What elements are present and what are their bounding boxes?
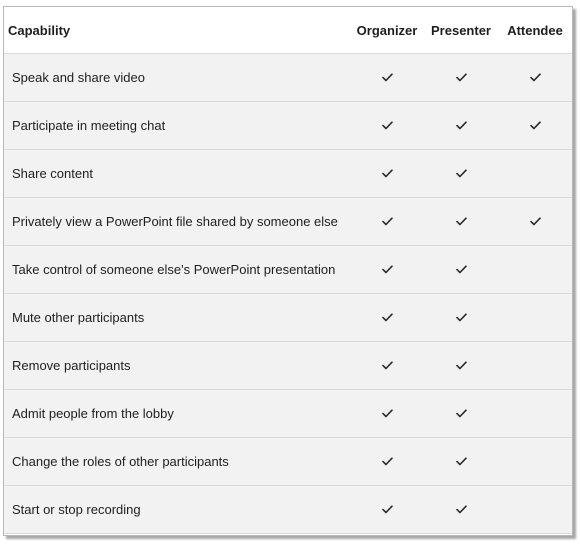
table-row <box>4 246 572 294</box>
presenter-cell <box>424 438 498 486</box>
capability-cell: Remove participants <box>4 342 350 390</box>
checkmark-icon <box>456 310 467 319</box>
checkmark-icon <box>456 214 467 223</box>
table-row <box>4 486 572 534</box>
attendee-cell <box>498 390 572 438</box>
table-body <box>4 54 572 534</box>
header-presenter: Presenter <box>424 7 498 54</box>
checkmark-icon <box>530 118 541 127</box>
organizer-cell <box>350 486 424 534</box>
organizer-cell <box>350 54 424 102</box>
capability-cell: Mute other participants <box>4 294 350 342</box>
capability-cell: Participate in meeting chat <box>4 102 350 150</box>
attendee-cell <box>498 438 572 486</box>
presenter-cell <box>424 246 498 294</box>
presenter-cell <box>424 102 498 150</box>
attendee-cell <box>498 102 572 150</box>
capability-cell: Share content <box>4 150 350 198</box>
table-row <box>4 438 572 486</box>
table-row <box>4 198 572 246</box>
table-row <box>4 102 572 150</box>
checkmark-icon <box>456 502 467 511</box>
checkmark-icon <box>382 406 393 415</box>
organizer-cell <box>350 438 424 486</box>
attendee-cell <box>498 54 572 102</box>
presenter-cell <box>424 54 498 102</box>
header-attendee: Attendee <box>498 7 572 54</box>
attendee-cell <box>498 486 572 534</box>
checkmark-icon <box>456 262 467 271</box>
checkmark-icon <box>456 406 467 415</box>
header-row <box>4 7 572 54</box>
capability-cell: Admit people from the lobby <box>4 390 350 438</box>
checkmark-icon <box>456 454 467 463</box>
organizer-cell <box>350 342 424 390</box>
checkmark-icon <box>530 70 541 79</box>
checkmark-icon <box>382 166 393 175</box>
checkmark-icon <box>456 70 467 79</box>
checkmark-icon <box>382 262 393 271</box>
checkmark-icon <box>456 166 467 175</box>
table-row <box>4 54 572 102</box>
header-organizer: Organizer <box>350 7 424 54</box>
presenter-cell <box>424 342 498 390</box>
checkmark-icon <box>382 454 393 463</box>
checkmark-icon <box>382 310 393 319</box>
capability-cell: Change the roles of other participants <box>4 438 350 486</box>
presenter-cell <box>424 486 498 534</box>
presenter-cell <box>424 198 498 246</box>
attendee-cell <box>498 198 572 246</box>
checkmark-icon <box>382 502 393 511</box>
organizer-cell <box>350 246 424 294</box>
checkmark-icon <box>382 358 393 367</box>
organizer-cell <box>350 294 424 342</box>
table-row <box>4 390 572 438</box>
presenter-cell <box>424 390 498 438</box>
capability-cell: Take control of someone else's PowerPoint presentation <box>4 246 350 294</box>
attendee-cell <box>498 150 572 198</box>
attendee-cell <box>498 342 572 390</box>
presenter-cell <box>424 294 498 342</box>
checkmark-icon <box>382 118 393 127</box>
capability-cell: Start or stop recording <box>4 486 350 534</box>
checkmark-icon <box>382 214 393 223</box>
header-capability: Capability <box>4 7 350 54</box>
organizer-cell <box>350 150 424 198</box>
capabilities-table-frame <box>3 6 573 536</box>
checkmark-icon <box>530 214 541 223</box>
capabilities-table <box>4 7 572 534</box>
organizer-cell <box>350 390 424 438</box>
organizer-cell <box>350 102 424 150</box>
capability-cell: Speak and share video <box>4 54 350 102</box>
capability-cell: Privately view a PowerPoint file shared by someone else <box>4 198 350 246</box>
checkmark-icon <box>382 70 393 79</box>
table-row <box>4 150 572 198</box>
table-header <box>4 7 572 54</box>
organizer-cell <box>350 198 424 246</box>
checkmark-icon <box>456 358 467 367</box>
checkmark-icon <box>456 118 467 127</box>
table-row <box>4 342 572 390</box>
table-row <box>4 294 572 342</box>
attendee-cell <box>498 246 572 294</box>
attendee-cell <box>498 294 572 342</box>
presenter-cell <box>424 150 498 198</box>
